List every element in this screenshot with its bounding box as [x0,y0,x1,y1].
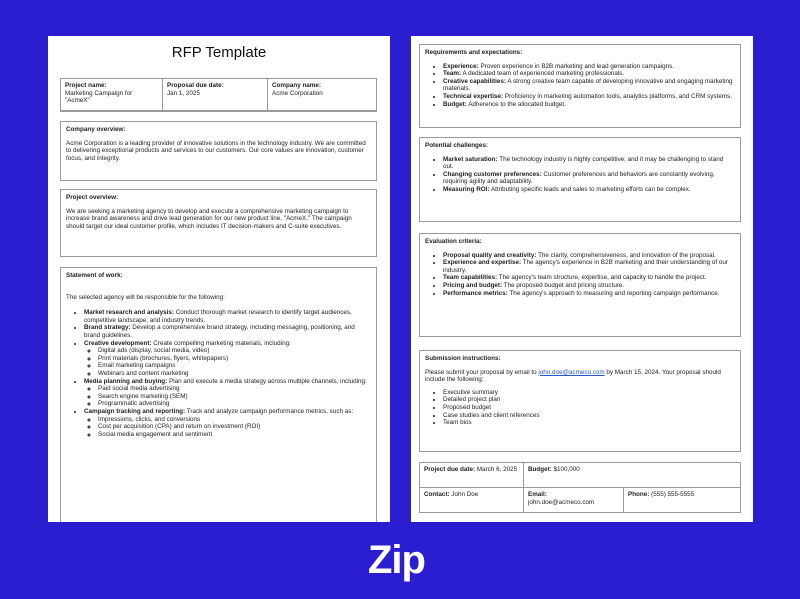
item-title: Measuring ROI: [443,185,490,193]
budget-cell [524,463,740,488]
value: John Doe [449,491,479,498]
section-heading: Submission instructions: [425,355,501,362]
item-text: A strong creative team capable of developing innovative and engaging marketing materials. [443,77,733,93]
sow-list [66,309,371,438]
label: Contact: [424,491,450,498]
section-heading: Evaluation criteria: [425,238,482,245]
list-item: • Executive summary [443,389,735,397]
challenges-section [419,137,741,222]
section-heading: Potential challenges: [425,142,488,149]
value: $100,000 [551,466,580,473]
item-text: Customer preferences and behaviors are constantly evolving, requiring agility and adaptability. [443,170,715,186]
list-item [443,290,735,298]
item-text: The agency's team structure, expertise, and capacity to handle the project. [497,274,707,282]
value: Jan 1, 2025 [167,89,200,97]
requirements-list [425,63,735,109]
item-title: Creative capabilities: [443,77,506,85]
value: Acme Corporation [272,89,323,97]
section-heading: Statement of work: [66,272,123,279]
item-title: Market research and analysis: [84,309,174,317]
item-title: Pricing and budget: [443,281,503,289]
phone-cell [624,488,740,512]
rfp-page-left [48,36,390,522]
item-title: Campaign tracking and reporting: [84,407,186,415]
sow-intro: The selected agency will be responsible for the following: [66,293,225,301]
sub-list [84,416,371,439]
item-title: Experience and expertise: [443,259,522,267]
item-text: A dedicated team of experienced marketing professionals. [461,70,625,78]
sub-list-item: ◦ Search engine marketing (SEM) [98,393,371,401]
sub-list-item: ◦ Email marketing campaigns [98,362,371,370]
list-item: • Case studies and client references [443,412,735,420]
section-heading: Project overview: [66,194,119,201]
list-item [443,101,735,109]
list-item [443,70,735,78]
due-date-cell [420,463,524,488]
section-heading: Company overview: [66,126,126,133]
project-overview-section [60,189,377,257]
list-item [84,408,371,438]
statement-of-work-section [60,267,377,522]
item-text: The agency's experience in B2B marketing and their understanding of our industry. [443,259,728,274]
sub-list-item: ◦ Paid social media advertising [98,385,371,393]
item-title: Budget: [443,100,467,108]
sub-list-item: ◦ Webinars and content marketing [98,370,371,378]
page-title: RFP Template [171,44,267,61]
list-item [443,259,735,274]
evaluation-section [419,233,741,337]
label: Company name: [272,82,321,89]
list-item [84,340,371,378]
list-item [84,324,371,339]
section-heading: Requirements and expectations: [425,49,523,56]
text: Please submit your proposal by email to [425,368,539,376]
list-item [443,93,735,101]
item-title: Team capabilities: [443,274,498,282]
list-item [84,378,371,408]
list-item [443,78,735,93]
item-title: Brand strategy: [84,324,131,332]
label: Project name: [65,82,107,89]
list-item [84,309,371,324]
rfp-page-right [411,36,753,522]
item-title: Market saturation: [443,155,498,163]
sub-list-item: ◦ Impressions, clicks, and conversions [98,416,371,424]
section-text: We are seeking a marketing agency to develop and execute a comprehensive marketing campaign to increase brand awareness and drive lead generation for our new product line, "AcmeX." The campaign should target our ideal customer profile, which includes IT decision-makers and C-suite executives. [66,207,352,230]
list-item [443,274,735,282]
value: Marketing Campaign for "AcmeX" [65,89,133,105]
contact-cell [420,488,524,512]
requirements-section [419,44,741,128]
submission-list [425,389,735,427]
sub-list-item: ◦ Digital ads (display, social media, video) [98,347,371,355]
section-text: Acme Corporation is a leading provider of innovative solutions in the technology industry. We are committed to delivering exceptional products and services to our customers. Our core values are innovation, customer focus, and integrity. [66,139,366,162]
evaluation-list [425,252,735,298]
sub-list-item: ◦ Print materials (brochures, flyers, whitepapers) [98,355,371,363]
list-item [443,186,735,194]
due-date-cell [163,79,268,111]
item-text: Attributing specific leads and sales to marketing efforts can be complex. [489,185,691,193]
list-item [443,171,735,186]
item-title: Proposal quality and creativity: [443,251,537,259]
email-cell [524,488,624,512]
item-text: Proven experience in B2B marketing and lead generation campaigns. [478,62,675,70]
sub-list [84,385,371,408]
item-text: Conduct thorough market research to identify target audiences, competitive landscape, and industry trends. [84,309,352,324]
item-text: The proposed budget and pricing structure. [502,281,625,289]
text: by March 15, 2024. Your proposal should include the following: [425,368,721,384]
label: Phone: [628,491,650,498]
zip-logo: Zip [368,538,425,582]
value: john.doe@acmeco.com [528,498,595,506]
list-item: • Team bios [443,419,735,427]
item-text: Develop a comprehensive brand strategy, including messaging, positioning, and brand guidelines. [84,324,355,339]
item-text: The clarity, comprehensiveness, and innovation of the proposal. [536,251,716,259]
item-title: Performance metrics: [443,289,508,297]
item-text: Track and analyze campaign performance metrics, such as: [185,407,354,415]
label: Email: [528,491,547,498]
item-title: Media planning and buying: [84,377,168,385]
item-title: Experience: [443,62,479,70]
sub-list-item: ◦ Cost per acquisition (CPA) and return on investment (ROI) [98,423,371,431]
summary-table [419,462,741,513]
item-title: Team: [443,70,462,78]
item-title: Changing customer preferences: [443,170,542,178]
sub-list-item: ◦ Programmatic advertising [98,400,371,408]
value: March 6, 2025 [475,466,518,473]
list-item [443,63,735,71]
value: (555) 555-5555 [649,491,695,498]
item-text: Plan and execute a media strategy across multiple channels, including: [167,377,367,385]
challenges-list [425,156,735,194]
label: Proposal due date: [167,82,224,89]
submission-text [425,369,735,384]
item-text: Proficiency in marketing automation tools, analytics platforms, and CRM systems. [503,92,732,100]
project-info-table [60,78,377,112]
label: Project due date: [424,466,476,473]
item-text: Create compelling marketing materials, including: [151,339,291,347]
project-name-cell [61,79,163,111]
label: Budget: [528,466,552,473]
list-item: • Detailed project plan [443,396,735,404]
sub-list-item: ◦ Social media engagement and sentiment [98,431,371,439]
email-link[interactable]: john.doe@acmeco.com [538,368,605,376]
list-item [443,252,735,260]
item-text: The agency's approach to measuring and reporting campaign performance. [507,289,720,297]
item-text: The technology industry is highly competitive, and it may be challenging to stand out. [443,155,724,171]
list-item [443,156,735,171]
item-title: Creative development: [84,339,152,347]
company-name-cell [268,79,376,111]
sub-list [84,347,371,377]
item-title: Technical expertise: [443,92,504,100]
submission-section [419,350,741,452]
item-text: Adherence to the allocated budget. [466,100,566,108]
list-item [443,282,735,290]
list-item: • Proposed budget [443,404,735,412]
company-overview-section [60,121,377,181]
